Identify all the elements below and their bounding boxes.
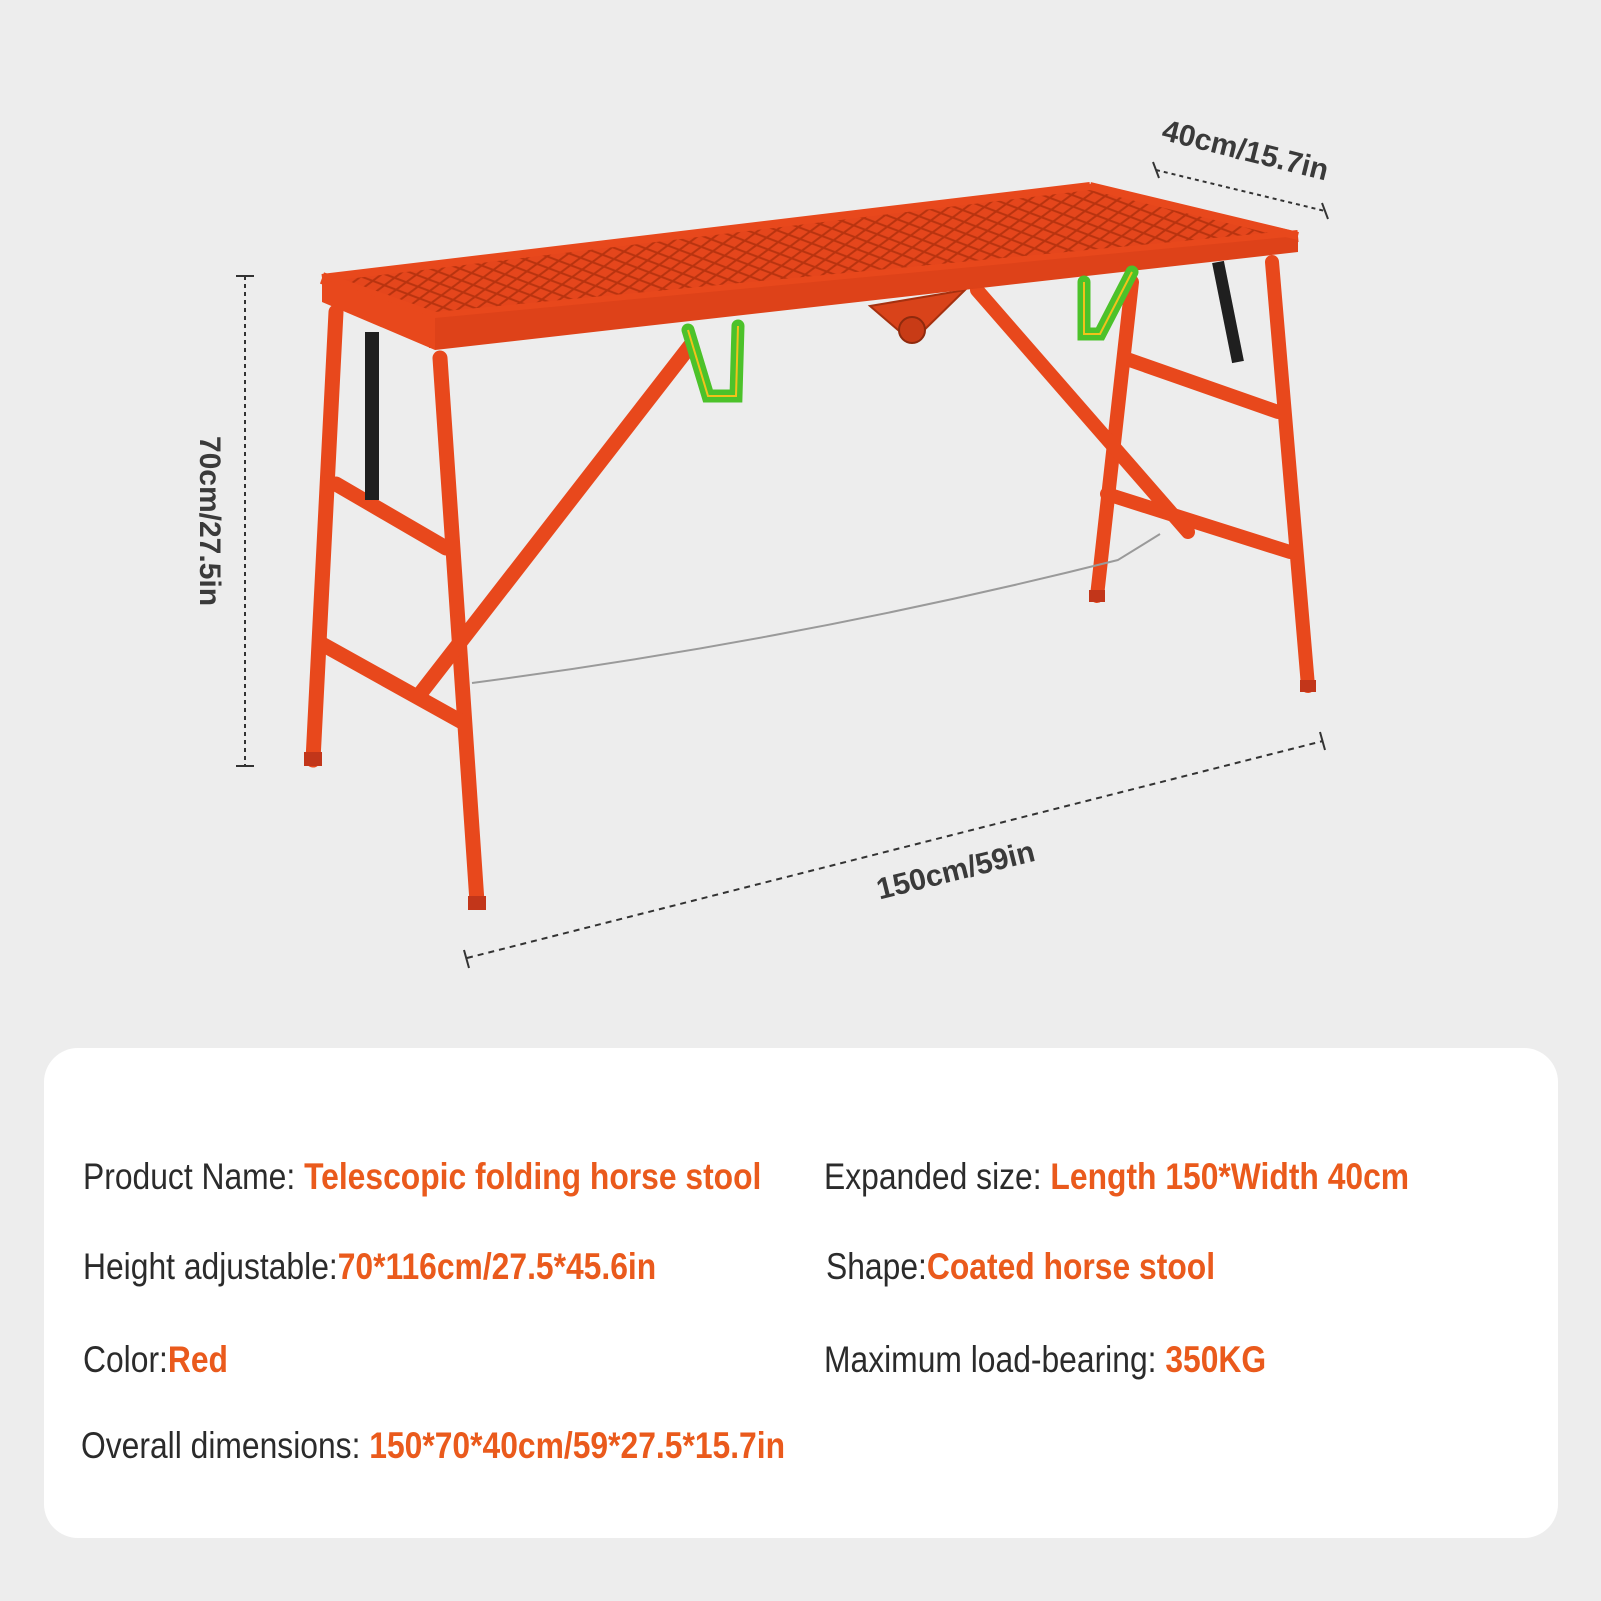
spec-label: Overall dimensions: <box>81 1425 361 1466</box>
spec-color <box>83 1338 228 1382</box>
spec-card <box>44 1048 1558 1538</box>
spec-value: Length 150*Width 40cm <box>1050 1156 1410 1197</box>
spec-value: Telescopic folding horse stool <box>304 1156 762 1197</box>
height-dimension-line <box>236 276 254 766</box>
length-dimension-line <box>464 732 1325 968</box>
horse-stool-image <box>304 184 1316 910</box>
spec-label: Maximum load-bearing: <box>824 1339 1157 1380</box>
wire <box>472 534 1160 683</box>
spec-max-load <box>824 1338 1266 1382</box>
spec-value: Red <box>167 1339 229 1380</box>
spec-label: Product Name: <box>83 1156 296 1197</box>
spec-shape <box>826 1245 1215 1289</box>
spec-overall-dimensions <box>81 1424 785 1468</box>
spec-value: 350KG <box>1165 1339 1267 1380</box>
spec-value: 70*116cm/27.5*45.6in <box>337 1246 657 1287</box>
spec-value: 150*70*40cm/59*27.5*15.7in <box>369 1425 786 1466</box>
length-dimension-label: 150cm/59in <box>873 835 1039 907</box>
spec-expanded-size <box>824 1155 1409 1199</box>
spec-label: Color: <box>83 1339 168 1380</box>
spec-value: Coated horse stool <box>926 1246 1216 1287</box>
spec-label: Expanded size: <box>824 1156 1042 1197</box>
height-dimension-label: 70cm/27.5in <box>193 435 226 607</box>
spec-label: Shape: <box>826 1246 927 1287</box>
spec-label: Height adjustable: <box>83 1246 338 1287</box>
spec-height-adjustable <box>83 1245 656 1289</box>
spec-product-name <box>83 1155 761 1199</box>
depth-dimension-label: 40cm/15.7in <box>1158 114 1332 188</box>
